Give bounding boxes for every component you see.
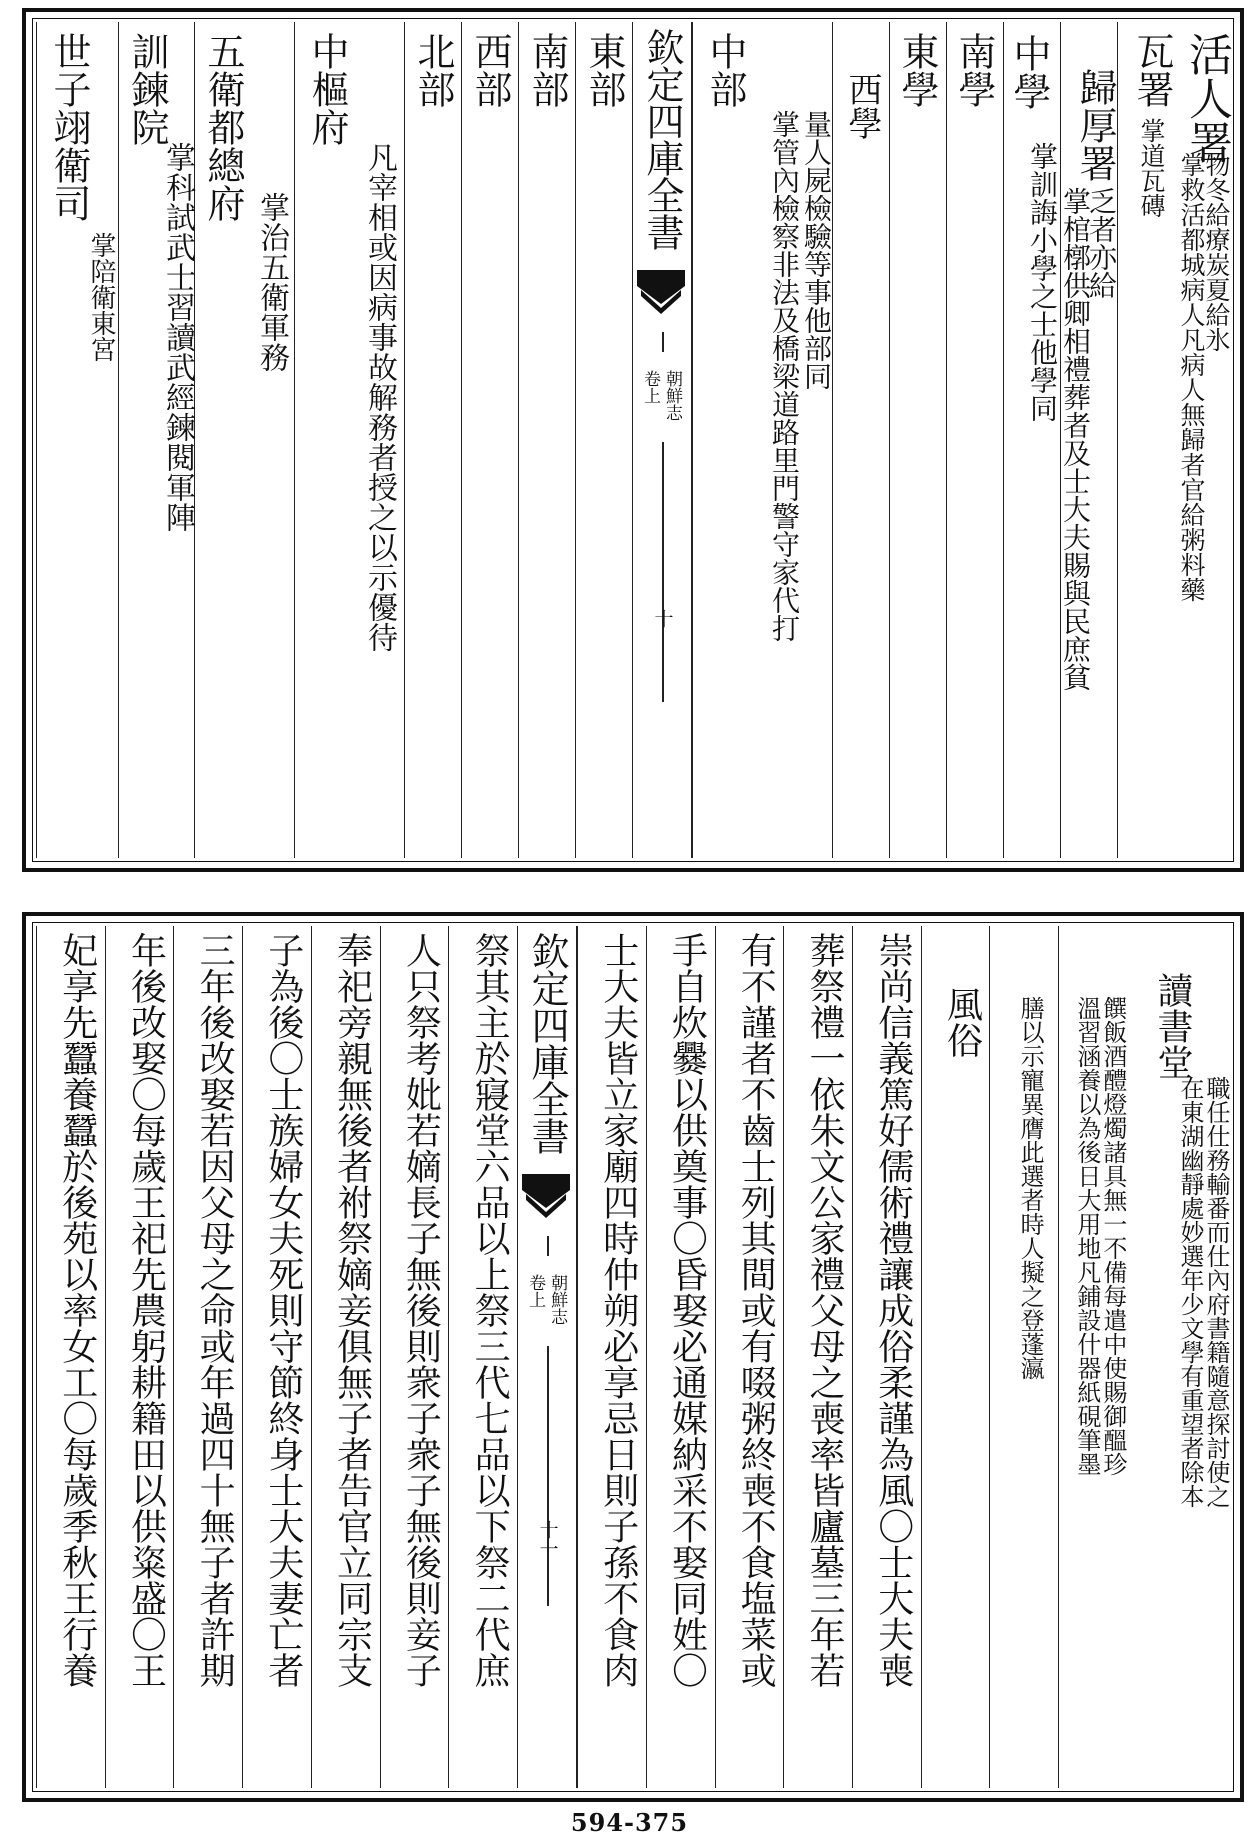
text-column <box>577 926 646 1788</box>
section-heading-fengsu: 風俗 <box>941 986 983 1058</box>
text-column <box>783 926 852 1788</box>
column-wa-shu <box>1117 22 1174 858</box>
heading-xi-bu: 西部 <box>468 32 512 108</box>
gutter-rule <box>547 1346 549 1606</box>
text-column <box>448 926 517 1788</box>
heading-zhong-xue: 中學 <box>1007 34 1051 110</box>
body-text-line-2: 量人屍檢驗等事他部同 <box>800 110 833 390</box>
column-note-continued <box>1058 926 1127 1788</box>
center-gutter <box>632 22 692 858</box>
column-shizi-yiwei-si <box>36 22 118 858</box>
heading-nan-bu: 南部 <box>525 32 569 108</box>
text-column <box>715 926 784 1788</box>
heading-wuwei-duzong-fu: 五衛都總府 <box>201 32 245 222</box>
column-note-end <box>989 926 1058 1788</box>
column-guihou-shu <box>1060 22 1117 858</box>
body-text: 手自炊爨以供奠事〇昏娶必通媒納采不娶同姓〇 <box>666 932 708 1688</box>
body-text: 凡宰相或因病事故解務者授之以示優待 <box>362 142 397 652</box>
body-text-line-1: 掌管內檢察非法及橋梁道路里門警守家代打 <box>768 110 801 642</box>
column-bei-bu <box>404 22 461 858</box>
column-nan-bu <box>518 22 575 858</box>
heading-dong-xue: 東學 <box>895 32 939 108</box>
body-text: 子為後〇士族婦女夫死則守節終身士大夫妻亡者 <box>262 932 304 1688</box>
heading-xi-xue: 西學 <box>842 72 882 140</box>
heading-dong-bu: 東部 <box>582 32 626 108</box>
heading-shizi-yiwei-si: 世子翊衛司 <box>47 32 91 222</box>
body-text: 崇尚信義篤好儒術禮讓成俗柔謹為風〇士大夫喪 <box>872 932 914 1688</box>
gutter-volume: 卷上 <box>525 1274 546 1308</box>
heading-xunlian-yuan: 訓鍊院 <box>125 32 169 146</box>
heading-bei-bu: 北部 <box>411 32 455 108</box>
body-text: 年後改娶〇每歲王祀先農躬耕籍田以供粢盛〇王 <box>125 932 167 1688</box>
heading-huoren-shu: 活人署 <box>1181 32 1232 164</box>
body-text: 掌治五衛軍務 <box>254 192 289 372</box>
text-column <box>646 926 715 1788</box>
text-column <box>105 926 174 1788</box>
note-line-1: 掌道瓦磚 <box>1137 118 1166 218</box>
gutter-page-number: 十 <box>651 609 674 628</box>
column-fengsu-heading <box>921 926 990 1788</box>
body-text: 祭其主於寢堂六品以上祭三代七品以下祭二代庶 <box>469 932 511 1688</box>
column-dong-bu <box>575 22 632 858</box>
text-column <box>380 926 449 1788</box>
upper-page-panel <box>22 8 1244 872</box>
text-column <box>173 926 242 1788</box>
column-wuwei-duzong-fu <box>194 22 294 858</box>
note-line-2: 職任仕務輸番而仕內府書籍隨意探討使之 <box>1201 1076 1230 1508</box>
note-line-2: 乏者亦給 <box>1085 187 1118 299</box>
gutter-title: 欽定四庫全書 <box>640 28 684 250</box>
body-text: 士大夫皆立家廟四時仲朔必享忌日則子孫不食肉 <box>597 932 639 1688</box>
heading-guihou-shu: 歸厚署 <box>1073 68 1117 182</box>
body-text: 掌訓誨小學之士他學同 <box>1026 142 1059 422</box>
center-gutter <box>517 926 577 1788</box>
body-text: 掌陪衛東宮 <box>86 232 116 362</box>
lower-page-panel <box>22 912 1244 1802</box>
note-line-1: 膳以示寵異膺此選者時人擬之登蓬瀛 <box>1016 996 1045 1380</box>
body-text: 三年後改娶若因父母之命或年過四十無子者許期 <box>194 932 236 1688</box>
heading-zhongshu-fu: 中樞府 <box>305 32 349 146</box>
gutter-rule <box>547 1236 549 1256</box>
heading-wa-shu: 瓦署 <box>1130 32 1174 108</box>
body-text: 葬祭禮一依朱文公家禮父母之喪率皆廬墓三年若 <box>803 932 845 1688</box>
note-line-1: 在東湖幽靜處妙選年少文學有重望者除本 <box>1175 1076 1204 1508</box>
column-xunlian-yuan <box>118 22 194 858</box>
column-xi-bu <box>461 22 518 858</box>
text-column <box>36 926 105 1788</box>
body-text: 奉祀旁親無後者祔祭嫡妾俱無子者告官立同宗支 <box>331 932 373 1688</box>
text-column <box>242 926 311 1788</box>
gutter-title: 欽定四庫全書 <box>525 932 570 1154</box>
column-dushu-tang <box>1127 926 1230 1788</box>
column-xi-xue <box>832 22 889 858</box>
gutter-rule <box>662 442 664 702</box>
text-column <box>852 926 921 1788</box>
note-line-1: 掌棺槨供卿相禮葬者及士大夫賜與民庶貧 <box>1059 187 1092 691</box>
column-nan-xue <box>946 22 1003 858</box>
body-text: 有不謹者不齒士列其間或有啜粥終喪不食塩菜或 <box>735 932 777 1688</box>
note-line-2: 物冬給療炭夏給氷 <box>1202 152 1231 352</box>
text-column <box>311 926 380 1788</box>
body-text: 妃享先蠶養蠶於後苑以率女工〇每歲季秋王行養 <box>56 932 98 1688</box>
fish-tail-mark-icon <box>522 1174 570 1230</box>
column-huoren-shu <box>1174 22 1231 858</box>
fish-tail-mark-icon <box>637 270 685 326</box>
heading-dushu-tang: 讀書堂 <box>1151 972 1193 1080</box>
gutter-page-number: 十一 <box>536 1520 559 1558</box>
note-line-1: 溫習涵養以為後日大用地凡鋪設什器紙硯筆墨 <box>1072 996 1101 1476</box>
body-text: 掌科試武士習讀武經鍊閱軍陣 <box>160 142 195 532</box>
note-line-2: 饌飯酒醴燈燭諸具無一不備每遣中使賜御醞珍 <box>1098 996 1127 1476</box>
gutter-book-name: 朝鮮志 <box>547 1274 568 1325</box>
column-zhong-bu <box>692 22 832 858</box>
gutter-rule <box>662 332 664 352</box>
heading-nan-xue: 南學 <box>952 32 996 108</box>
column-zhongshu-fu <box>294 22 404 858</box>
gutter-volume: 卷上 <box>640 370 660 404</box>
note-line-1: 掌救活都城病人凡病人無歸者官給粥料藥 <box>1177 152 1206 602</box>
body-text: 人只祭考妣若嫡長子無後則衆子衆子無後則妾子 <box>400 932 442 1688</box>
heading-zhong-bu: 中部 <box>703 32 747 108</box>
column-dong-xue <box>889 22 946 858</box>
gutter-book-name: 朝鮮志 <box>662 370 682 421</box>
column-zhong-xue <box>1003 22 1060 858</box>
page-number: 594-375 <box>570 1808 689 1837</box>
